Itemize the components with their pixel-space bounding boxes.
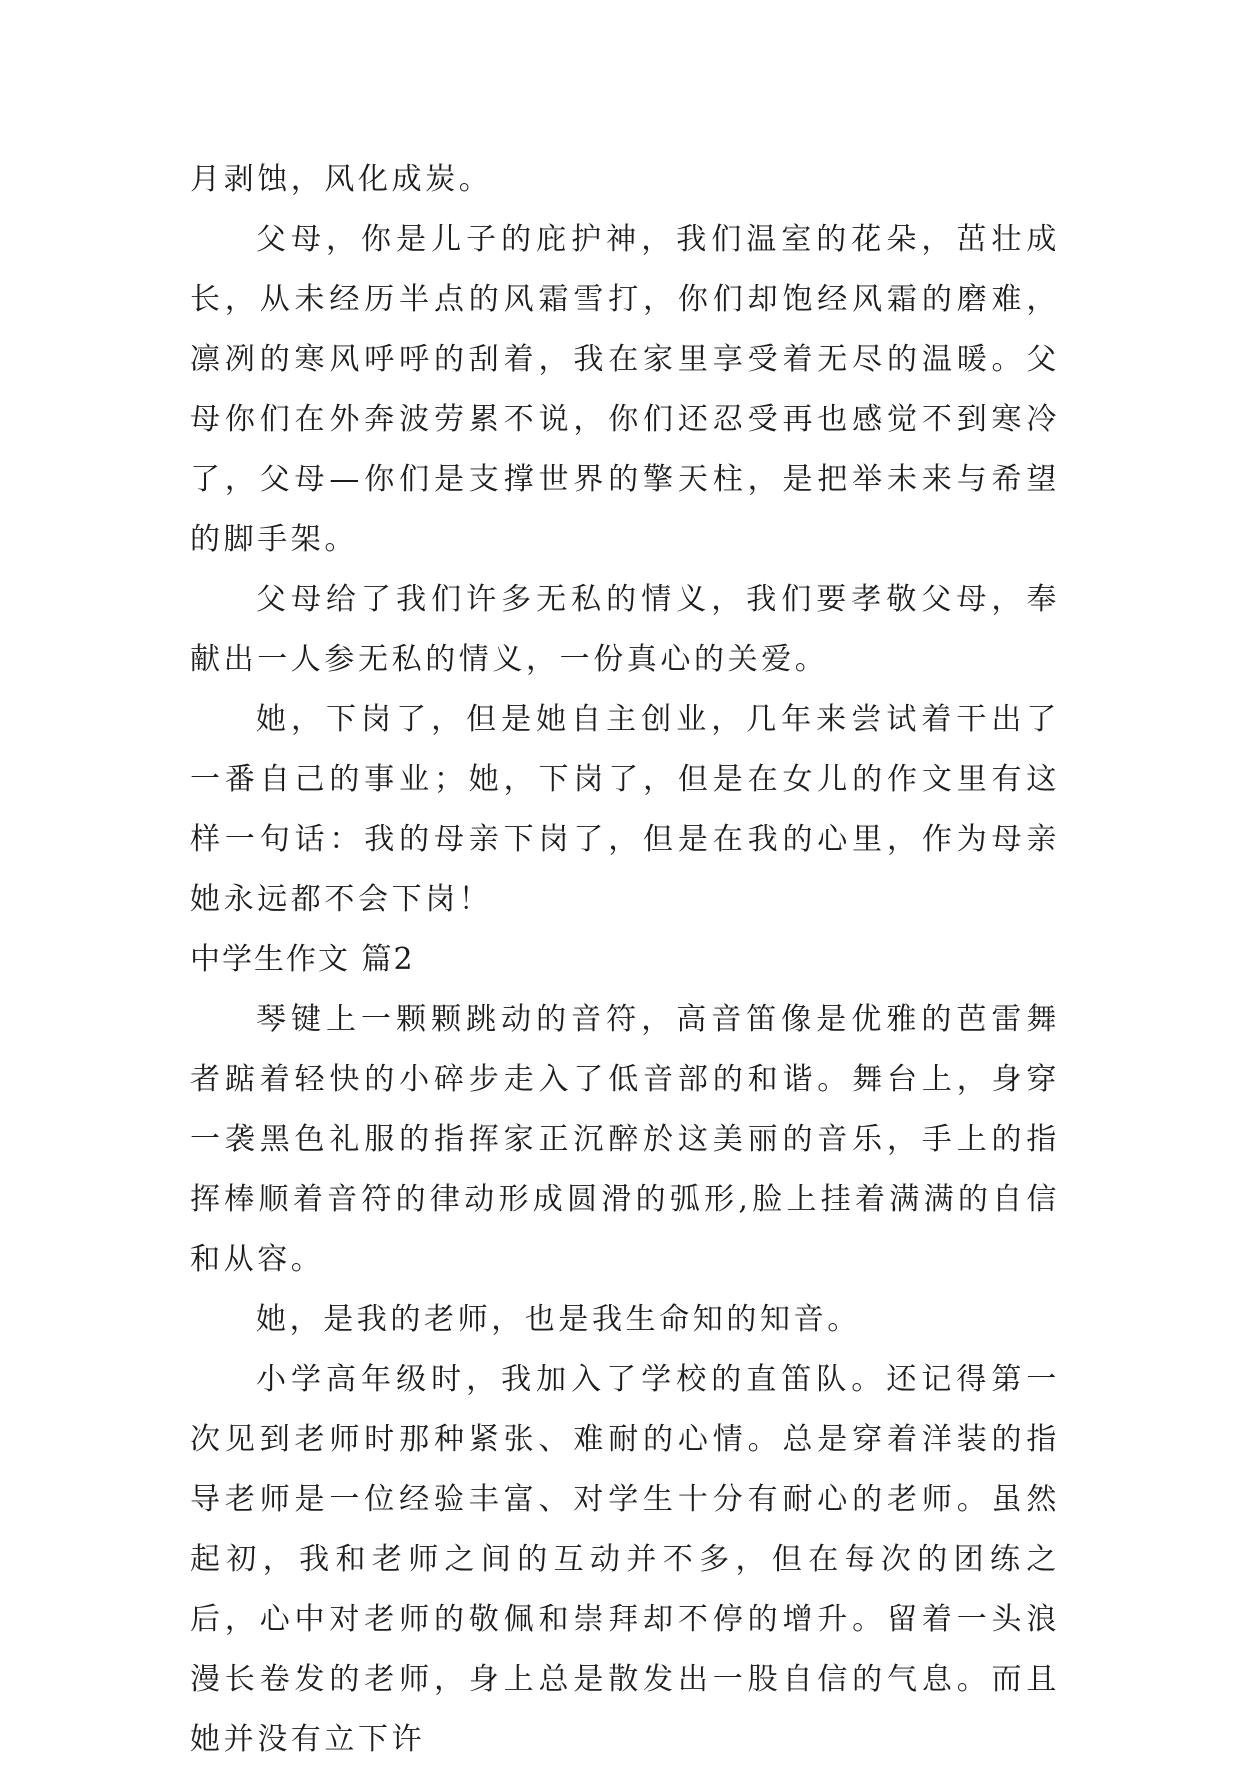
paragraph-laid-off-mother: 她，下岗了，但是她自主创业，几年来尝试着干出了一番自己的事业；她，下岗了，但是在女儿的作文里有这样一句话：我的母亲下岗了，但是在我的心里，作为母亲她永远都不会下岗！ (190, 702, 1060, 917)
paragraph-continuation: 月剥蚀，风化成炭。 (190, 162, 493, 197)
paragraph-flute-team: 小学高年级时，我加入了学校的直笛队。还记得第一次见到老师时那种紧张、难耐的心情。总是穿着洋装的指导老师是一位经验丰富、对学生十分有耐心的老师。虽然起初，我和老师之间的互动并不多，但在每次的团练之后，心中对老师的敬佩和崇拜却不停的增升。留着一头浪漫长卷发的老师，身上总是散发出一股自信的气息。而且她并没有立下许 (190, 1362, 1060, 1757)
paragraph-piano-notes: 琴键上一颗颗跳动的音符，高音笛像是优雅的芭雷舞者踮着轻快的小碎步走入了低音部的和谐。舞台上，身穿一袭黑色礼服的指挥家正沉醉於这美丽的音乐，手上的指挥棒顺着音符的律动形成圆滑的弧形,脸上挂着满满的自信和从容。 (190, 1002, 1060, 1277)
section-heading: 中学生作文 篇2 (190, 942, 415, 977)
paragraph-parents-protector: 父母，你是儿子的庇护神，我们温室的花朵，茁壮成长，从未经历半点的风霜雪打，你们却饱经风霜的磨难，凛冽的寒风呼呼的刮着，我在家里享受着无尽的温暖。父母你们在外奔波劳累不说，你们还忍受再也感觉不到寒冷了，父母—你们是支撑世界的擎天柱，是把举未来与希望的脚手架。 (190, 222, 1060, 557)
paragraph-teacher-intro: 她，是我的老师，也是我生命知的知音。 (256, 1302, 861, 1337)
paragraph-parents-love: 父母给了我们许多无私的情义，我们要孝敬父母，奉献出一人参无私的情义，一份真心的关爱。 (190, 582, 1060, 677)
document-body (190, 150, 1060, 1770)
